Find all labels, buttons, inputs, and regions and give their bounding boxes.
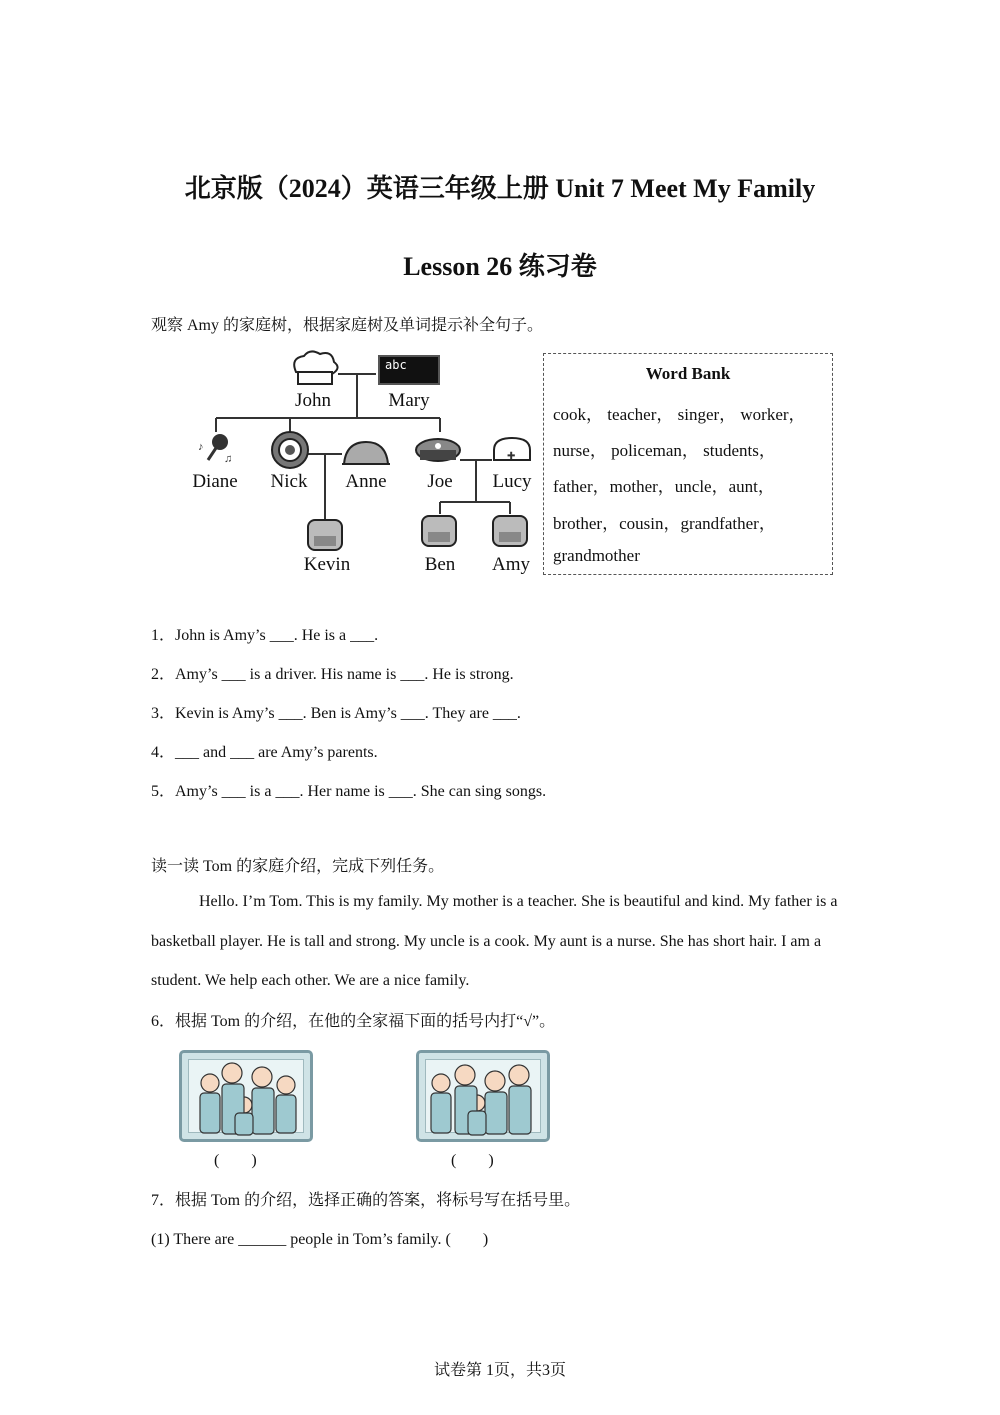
- svg-text:♪: ♪: [198, 441, 204, 453]
- section2-instruction: 读一读 Tom 的家庭介绍，完成下列任务。: [151, 858, 445, 875]
- family-photo-1: [179, 1050, 313, 1142]
- title-line-2: Lesson 26 练习卷: [403, 252, 597, 281]
- tree-name-lucy: Lucy: [492, 471, 532, 492]
- chef-hat-icon: [294, 351, 337, 384]
- word-bank-line: father，mother，uncle，aunt，: [553, 477, 775, 496]
- board-text: abc: [385, 358, 407, 372]
- school-bag-icon-kevin: [308, 520, 342, 550]
- microphone-icon: [198, 434, 232, 465]
- question-7: 7．根据 Tom 的介绍，选择正确的答案，将标号写在括号里。: [151, 1192, 581, 1209]
- svg-text:✚: ✚: [507, 451, 516, 462]
- tree-name-joe: Joe: [427, 471, 453, 492]
- answer-paren-photo-2[interactable]: ( ): [451, 1152, 494, 1169]
- word-bank-line: brother，cousin，grandfather，: [553, 514, 776, 533]
- word-bank-title: Word Bank: [645, 364, 731, 383]
- tree-name-john: John: [295, 390, 331, 411]
- worker-cap-icon: [342, 442, 390, 464]
- question-6: 6．根据 Tom 的介绍，在他的全家福下面的括号内打“√”。: [151, 1013, 556, 1030]
- school-bag-icon-amy: [493, 516, 527, 546]
- tree-name-diane: Diane: [192, 471, 238, 492]
- question-1: 1．John is Amy’s ___. He is a ___.: [151, 627, 379, 644]
- answer-paren-photo-1[interactable]: ( ): [214, 1152, 257, 1169]
- tree-name-mary: Mary: [388, 390, 430, 411]
- question-2: 2．Amy’s ___ is a driver. His name is ___. He is strong.: [151, 666, 514, 683]
- question-3: 3．Kevin is Amy’s ___. Ben is Amy’s ___. They are ___.: [151, 705, 521, 722]
- question-4: 4．___ and ___ are Amy’s parents.: [151, 744, 378, 761]
- nurse-cap-icon: [494, 438, 530, 462]
- tree-name-kevin: Kevin: [303, 554, 351, 575]
- word-bank-line: nurse， policeman， students，: [553, 441, 776, 460]
- tree-name-anne: Anne: [345, 471, 387, 492]
- tree-name-ben: Ben: [424, 554, 456, 575]
- page-footer: 试卷第 1页，共3页: [433, 1362, 566, 1379]
- family-tree: [180, 350, 542, 580]
- school-bag-icon-ben: [422, 516, 456, 546]
- svg-text:♫: ♫: [224, 453, 233, 465]
- question-5: 5．Amy’s ___ is a ___. Her name is ___. She can sing songs.: [151, 783, 547, 800]
- steering-wheel-icon: [272, 432, 308, 468]
- tree-name-amy: Amy: [492, 554, 530, 575]
- passage: Hello. I’m Tom. This is my family. My mother is a teacher. She is beautiful and kind. My father is a basketball player. He is tall and strong. My uncle is a cook. My aunt is a nurse. She has short hair. I am a student. We help each other. We are a nice family.: [151, 893, 838, 989]
- word-bank-line: grandmother: [553, 546, 640, 565]
- tree-name-nick: Nick: [270, 471, 308, 492]
- family-people-icon: [182, 1053, 310, 1139]
- police-cap-icon: [416, 439, 460, 461]
- family-people-icon: [419, 1053, 547, 1139]
- title-line-1: 北京版（2024）英语三年级上册 Unit 7 Meet My Family: [184, 174, 816, 203]
- question-7-1: (1) There are ______ people in Tom’s family. ( ): [151, 1231, 489, 1248]
- word-bank-line: cook， teacher， singer， worker，: [553, 405, 806, 424]
- family-photo-2: [416, 1050, 550, 1142]
- section1-instruction: 观察 Amy 的家庭树，根据家庭树及单词提示补全句子。: [151, 317, 544, 334]
- word-bank-box: [543, 353, 833, 575]
